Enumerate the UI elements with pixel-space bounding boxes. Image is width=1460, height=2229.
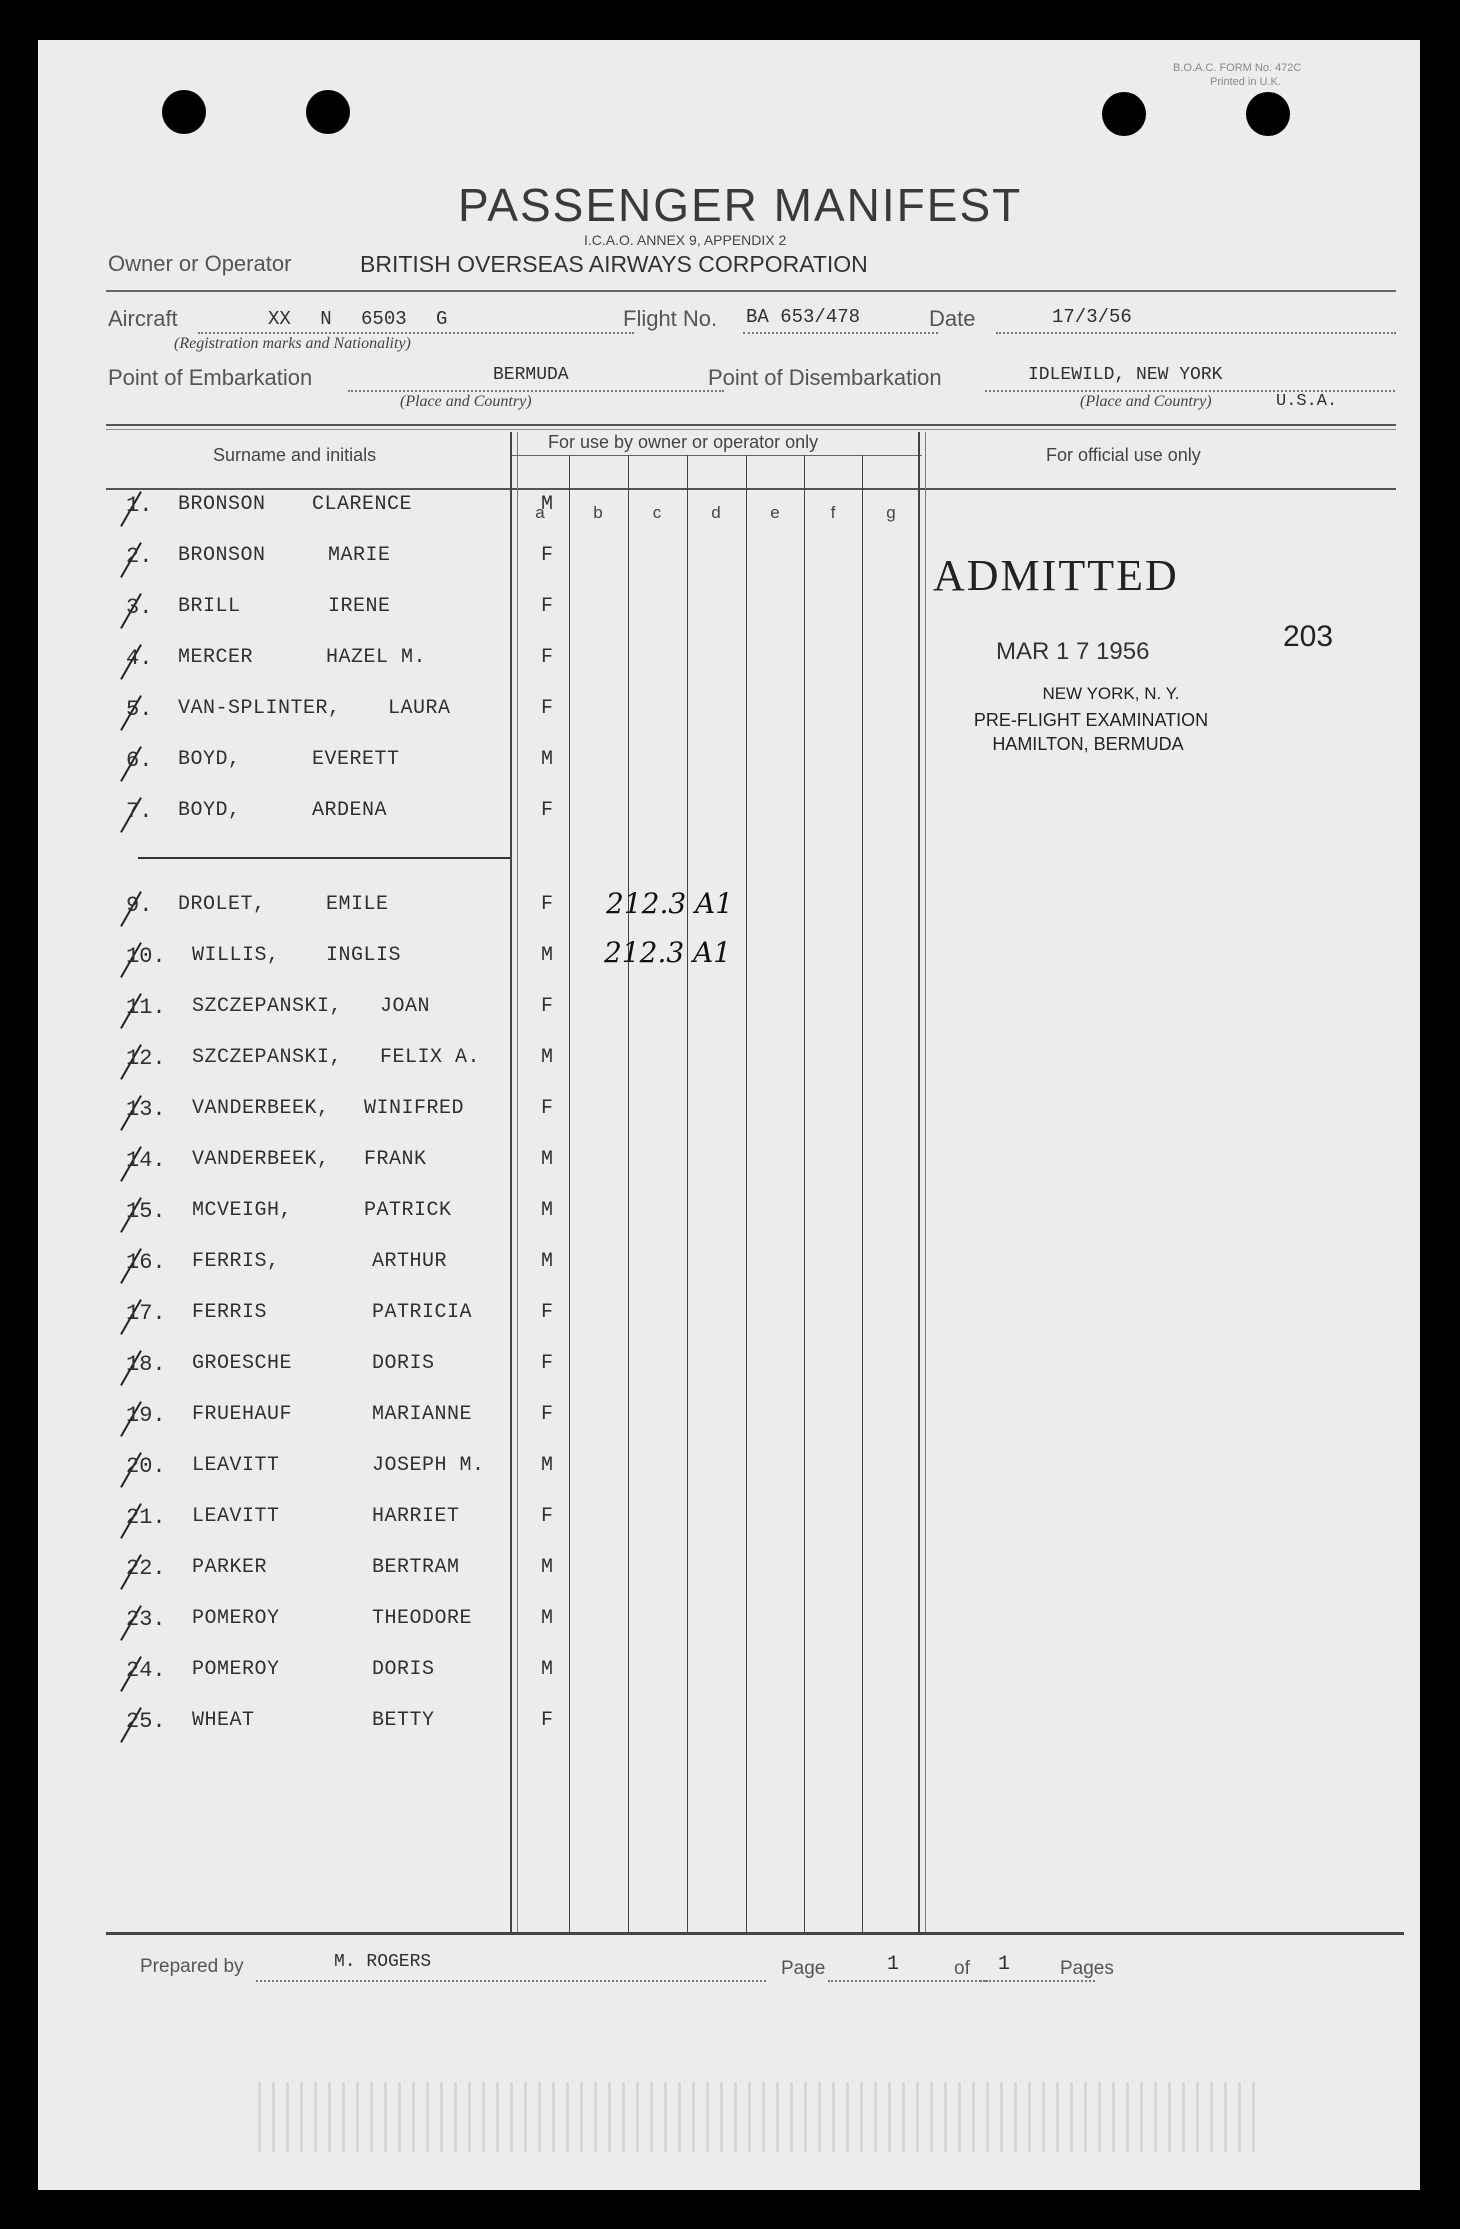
- column-g-header: g: [886, 503, 896, 522]
- operator-header: For use by owner or operator only: [548, 432, 819, 452]
- passenger-number: 25.: [126, 1709, 166, 1734]
- passenger-given-name: MARIE: [328, 544, 391, 567]
- passenger-sex: M: [540, 1148, 553, 1171]
- table-row: [38, 1301, 1420, 1341]
- passenger-given-name: THEODORE: [372, 1607, 473, 1630]
- group-separator: [138, 857, 510, 859]
- passenger-number: 1.: [126, 493, 153, 518]
- passenger-number: 14.: [126, 1148, 166, 1173]
- passenger-given-name: DORIS: [372, 1352, 435, 1375]
- passenger-given-name: PATRICIA: [372, 1301, 473, 1324]
- date-value: 17/3/56: [1052, 306, 1132, 328]
- passenger-number: 24.: [126, 1658, 166, 1683]
- bleed-through-marks: [258, 2082, 1258, 2152]
- punch-hole: [162, 90, 206, 134]
- passenger-given-name: BERTRAM: [372, 1556, 460, 1579]
- table-row: [38, 646, 1420, 686]
- table-row: [38, 1556, 1420, 1596]
- passenger-sex: M: [540, 1250, 553, 1273]
- stamp-number: 203: [1283, 620, 1334, 653]
- table-row: [38, 1046, 1420, 1086]
- official-header: For official use only: [1046, 445, 1201, 465]
- passenger-sex: F: [540, 1097, 553, 1120]
- embarkation-label: Point of Embarkation: [108, 365, 313, 390]
- prepared-by-line: [256, 1980, 766, 1982]
- table-row: [38, 1454, 1420, 1494]
- passenger-sex: M: [540, 1556, 553, 1579]
- passenger-number: 13.: [126, 1097, 166, 1122]
- official-subrule: [998, 488, 1396, 490]
- embarkation-value: BERMUDA: [493, 365, 569, 385]
- passenger-number: 10.: [126, 944, 166, 969]
- passenger-surname: SZCZEPANSKI,: [192, 1046, 343, 1069]
- flight-value: BA 653/478: [746, 306, 861, 328]
- operator-subrule: [510, 455, 922, 456]
- passenger-given-name: INGLIS: [326, 944, 402, 967]
- passenger-sex: F: [540, 1709, 553, 1732]
- passenger-number: 22.: [126, 1556, 166, 1581]
- passenger-surname: BOYD,: [178, 748, 241, 771]
- table-row: [38, 1097, 1420, 1137]
- passenger-sex: F: [540, 995, 553, 1018]
- passenger-given-name: LAURA: [388, 697, 451, 720]
- passenger-given-name: BETTY: [372, 1709, 435, 1732]
- passenger-surname: WILLIS,: [192, 944, 280, 967]
- passenger-surname: LEAVITT: [192, 1454, 280, 1477]
- passenger-sex: M: [540, 493, 553, 516]
- table-row: [38, 1250, 1420, 1290]
- passenger-surname: SZCZEPANSKI,: [192, 995, 343, 1018]
- column-a-header: a: [535, 503, 545, 522]
- table-row: [38, 1403, 1420, 1443]
- page-title: PASSENGER MANIFEST: [458, 179, 1023, 231]
- passenger-surname: PARKER: [192, 1556, 268, 1579]
- passenger-surname: GROESCHE: [192, 1352, 293, 1375]
- stamp-line3: HAMILTON, BERMUDA: [992, 734, 1184, 754]
- flight-label: Flight No.: [623, 306, 718, 331]
- passenger-given-name: EVERETT: [312, 748, 400, 771]
- date-label: Date: [929, 306, 976, 331]
- handwritten-note: 212.3 A1: [604, 936, 732, 969]
- passenger-sex: F: [540, 893, 553, 916]
- of-label: of: [954, 1958, 970, 1979]
- passenger-surname: FERRIS,: [192, 1250, 280, 1273]
- table-row: [38, 887, 1420, 933]
- passenger-surname: FERRIS: [192, 1301, 268, 1324]
- passenger-sex: M: [540, 748, 553, 771]
- passenger-number: 12.: [126, 1046, 166, 1071]
- embarkation-note: (Place and Country): [400, 393, 532, 410]
- stamp-admitted-text: ADMITTED: [933, 551, 1179, 600]
- aircraft-value: XX N 6503 G: [268, 308, 448, 330]
- table-row: [38, 936, 1420, 984]
- passenger-sex: M: [540, 1658, 553, 1681]
- passenger-surname: MCVEIGH,: [192, 1199, 293, 1222]
- punch-hole: [1102, 92, 1146, 136]
- table-row: [38, 493, 1420, 533]
- passenger-given-name: PATRICK: [364, 1199, 452, 1222]
- passenger-sex: M: [540, 1607, 553, 1630]
- passenger-sex: F: [540, 1403, 553, 1426]
- disembarkation-value: IDLEWILD, NEW YORK: [1028, 365, 1223, 385]
- passenger-surname: BRONSON: [178, 493, 266, 516]
- passenger-given-name: JOSEPH M.: [372, 1454, 485, 1477]
- passenger-given-name: ARDENA: [312, 799, 388, 822]
- passenger-sex: F: [540, 697, 553, 720]
- table-top-rule-2: [106, 429, 1396, 430]
- footer-rule: [106, 1932, 1404, 1935]
- passenger-sex: F: [540, 595, 553, 618]
- manifest-page: [38, 40, 1420, 2190]
- page-subtitle: I.C.A.O. ANNEX 9, APPENDIX 2: [584, 232, 787, 248]
- passenger-surname: LEAVITT: [192, 1505, 280, 1528]
- aircraft-note: (Registration marks and Nationality): [174, 335, 411, 352]
- stamp-date: MAR 1 7 1956: [996, 638, 1150, 665]
- passenger-surname: POMEROY: [192, 1607, 280, 1630]
- stamp-line2: PRE-FLIGHT EXAMINATION: [973, 710, 1209, 730]
- passenger-surname: VANDERBEEK,: [192, 1097, 330, 1120]
- table-row: [38, 1658, 1420, 1698]
- passenger-number: 19.: [126, 1403, 166, 1428]
- passenger-surname: MERCER: [178, 646, 254, 669]
- passenger-number: 23.: [126, 1607, 166, 1632]
- passenger-number: 20.: [126, 1454, 166, 1479]
- passenger-surname: BRONSON: [178, 544, 266, 567]
- passenger-number: 9.: [126, 893, 153, 918]
- stamp-place: NEW YORK, N. Y.: [1042, 684, 1180, 703]
- passenger-sex: F: [540, 646, 553, 669]
- page-line: [828, 1980, 988, 1982]
- passenger-surname: BRILL: [178, 595, 241, 618]
- passenger-sex: F: [540, 544, 553, 567]
- passenger-surname: FRUEHAUF: [192, 1403, 293, 1426]
- passenger-number: 4.: [126, 646, 153, 671]
- column-b-header: b: [593, 503, 603, 522]
- page-number: 1: [887, 1953, 900, 1976]
- passenger-given-name: FRANK: [364, 1148, 427, 1171]
- total-pages: 1: [998, 1953, 1011, 1976]
- embarkation-line: [348, 390, 724, 392]
- passenger-sex: F: [540, 1352, 553, 1375]
- passenger-sex: F: [540, 1301, 553, 1324]
- passenger-given-name: CLARENCE: [312, 493, 413, 516]
- punch-hole: [1246, 92, 1290, 136]
- prepared-by-value: M. ROGERS: [334, 1952, 432, 1972]
- page-label: Page: [781, 1958, 826, 1979]
- passenger-number: 11.: [126, 995, 166, 1020]
- surname-header: Surname and initials: [213, 445, 377, 465]
- passenger-number: 15.: [126, 1199, 166, 1224]
- flight-line: [743, 332, 938, 334]
- passenger-number: 3.: [126, 595, 153, 620]
- disembarkation-note: (Place and Country): [1080, 393, 1212, 410]
- table-row: [38, 595, 1420, 635]
- table-row: [38, 1607, 1420, 1647]
- passenger-surname: POMEROY: [192, 1658, 280, 1681]
- punch-hole: [306, 90, 350, 134]
- passenger-number: 6.: [126, 748, 153, 773]
- passenger-sex: M: [540, 944, 553, 967]
- owner-label: Owner or Operator: [108, 251, 292, 276]
- passenger-given-name: WINIFRED: [364, 1097, 465, 1120]
- owner-value: BRITISH OVERSEAS AIRWAYS CORPORATION: [360, 251, 868, 277]
- passenger-sex: M: [540, 1454, 553, 1477]
- passenger-sex: M: [540, 1199, 553, 1222]
- column-e-header: e: [770, 503, 780, 522]
- passenger-sex: M: [540, 1046, 553, 1069]
- passenger-given-name: HARRIET: [372, 1505, 460, 1528]
- passenger-given-name: EMILE: [326, 893, 389, 916]
- passenger-sex: F: [540, 1505, 553, 1528]
- column-f-header: f: [830, 503, 836, 522]
- passenger-given-name: ARTHUR: [372, 1250, 448, 1273]
- passenger-number: 17.: [126, 1301, 166, 1326]
- table-row: [38, 799, 1420, 839]
- rule: [106, 290, 1396, 292]
- passenger-number: 7.: [126, 799, 153, 824]
- passenger-number: 16.: [126, 1250, 166, 1275]
- passenger-surname: DROLET,: [178, 893, 266, 916]
- passenger-surname: VAN-SPLINTER,: [178, 697, 341, 720]
- passenger-number: 5.: [126, 697, 153, 722]
- disembarkation-country: U.S.A.: [1276, 392, 1338, 411]
- passenger-given-name: IRENE: [328, 595, 391, 618]
- passenger-given-name: MARIANNE: [372, 1403, 473, 1426]
- of-line: [980, 1980, 1095, 1982]
- table-row: [38, 1199, 1420, 1239]
- passenger-given-name: FELIX A.: [380, 1046, 481, 1069]
- table-row: [38, 995, 1420, 1035]
- aircraft-label: Aircraft: [108, 306, 178, 331]
- passenger-given-name: HAZEL M.: [326, 646, 427, 669]
- passenger-surname: VANDERBEEK,: [192, 1148, 330, 1171]
- printed-note: Printed in U.K.: [1210, 76, 1281, 88]
- pages-label: Pages: [1060, 1958, 1114, 1979]
- passenger-given-name: DORIS: [372, 1658, 435, 1681]
- table-row: [38, 1505, 1420, 1545]
- passenger-sex: F: [540, 799, 553, 822]
- handwritten-note: 212.3 A1: [606, 887, 734, 920]
- passenger-surname: WHEAT: [192, 1709, 255, 1732]
- column-c-header: c: [652, 503, 662, 522]
- admitted-stamp: [933, 550, 1293, 601]
- date-line: [996, 332, 1396, 334]
- passenger-given-name: JOAN: [380, 995, 431, 1018]
- disembarkation-label: Point of Disembarkation: [708, 365, 942, 390]
- passenger-number: 18.: [126, 1352, 166, 1377]
- passenger-surname: BOYD,: [178, 799, 241, 822]
- form-reference: B.O.A.C. FORM No. 472C: [1173, 62, 1302, 74]
- table-row: [38, 1148, 1420, 1188]
- passenger-number: 2.: [126, 544, 153, 569]
- table-row: [38, 1709, 1420, 1749]
- passenger-number: 21.: [126, 1505, 166, 1530]
- table-row: [38, 1352, 1420, 1392]
- column-d-header: d: [711, 503, 721, 522]
- table-top-rule: [106, 424, 1396, 426]
- aircraft-line: [198, 332, 634, 334]
- prepared-by-label: Prepared by: [140, 1956, 244, 1977]
